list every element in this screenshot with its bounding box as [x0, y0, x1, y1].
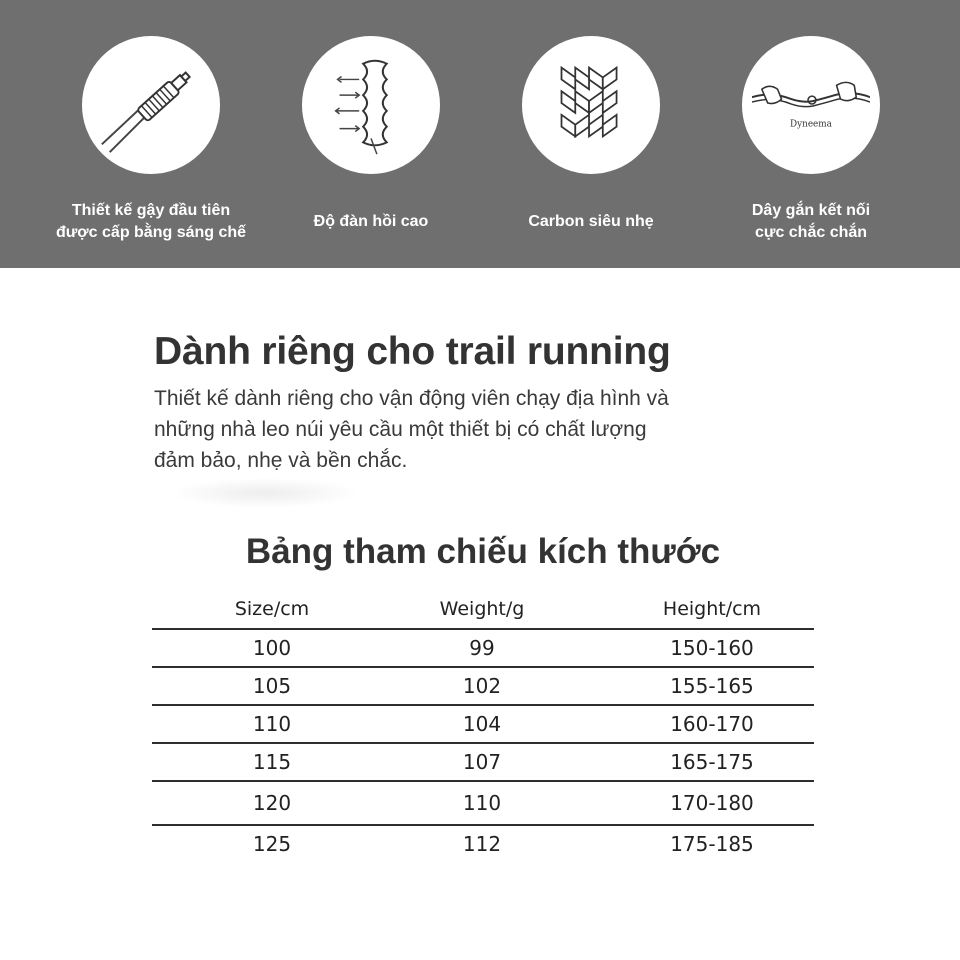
weight-cell: 104 — [462, 712, 502, 736]
size-cell: 115 — [252, 750, 292, 774]
feature-dyneema-strap — [691, 36, 931, 244]
weight-cell: 102 — [462, 674, 502, 698]
size-cell: 105 — [252, 674, 292, 698]
feature-label: Carbon siêu nhẹ — [528, 213, 654, 230]
feature-carbon — [471, 36, 711, 244]
size-chart-title: Bảng tham chiếu kích thước — [245, 532, 721, 571]
feature-elasticity — [251, 36, 491, 244]
column-header-height: Height/cm — [662, 598, 762, 620]
table-row — [152, 668, 814, 706]
column-header-weight: Weight/g — [439, 598, 525, 620]
pole-grip-icon — [82, 36, 220, 174]
height-cell: 175-185 — [670, 832, 754, 856]
size-cell: 110 — [252, 712, 292, 736]
size-cell: 125 — [252, 832, 292, 856]
weight-cell: 110 — [462, 791, 502, 815]
size-chart-table — [152, 590, 814, 862]
carbon-weave-icon — [522, 36, 660, 174]
feature-label: Thiết kế gậy đầu tiên được cấp bằng sáng chế — [55, 202, 247, 241]
weight-cell: 112 — [462, 832, 502, 856]
dyneema-logo-text: Dyneema — [790, 119, 832, 130]
table-row — [152, 706, 814, 744]
feature-patented-design — [31, 36, 271, 244]
size-cell: 120 — [252, 791, 292, 815]
size-cell: 100 — [252, 636, 292, 660]
page-title: Dành riêng cho trail running — [154, 330, 671, 373]
feature-label: Độ đàn hồi cao — [313, 213, 429, 230]
table-row — [152, 782, 814, 826]
decorative-smudge — [170, 478, 360, 508]
height-cell: 155-165 — [670, 674, 754, 698]
table-row — [152, 826, 814, 862]
column-header-size: Size/cm — [234, 598, 310, 620]
table-row — [152, 630, 814, 668]
height-cell: 150-160 — [670, 636, 754, 660]
weight-cell: 107 — [462, 750, 502, 774]
rope-knot-icon — [742, 36, 880, 174]
table-header-row — [152, 590, 814, 630]
weight-cell: 99 — [469, 636, 495, 660]
table-row — [152, 744, 814, 782]
height-cell: 165-175 — [670, 750, 754, 774]
elasticity-spring-icon — [302, 36, 440, 174]
height-cell: 160-170 — [670, 712, 754, 736]
feature-label: Dây gắn kết nối cực chắc chắn — [751, 202, 871, 241]
intro-description: Thiết kế dành riêng cho vận động viên chạy địa hình và những nhà leo núi yêu cầu một thiết bị có chất lượng đảm bảo, nhẹ và bền chắc. — [154, 387, 669, 472]
height-cell: 170-180 — [670, 791, 754, 815]
